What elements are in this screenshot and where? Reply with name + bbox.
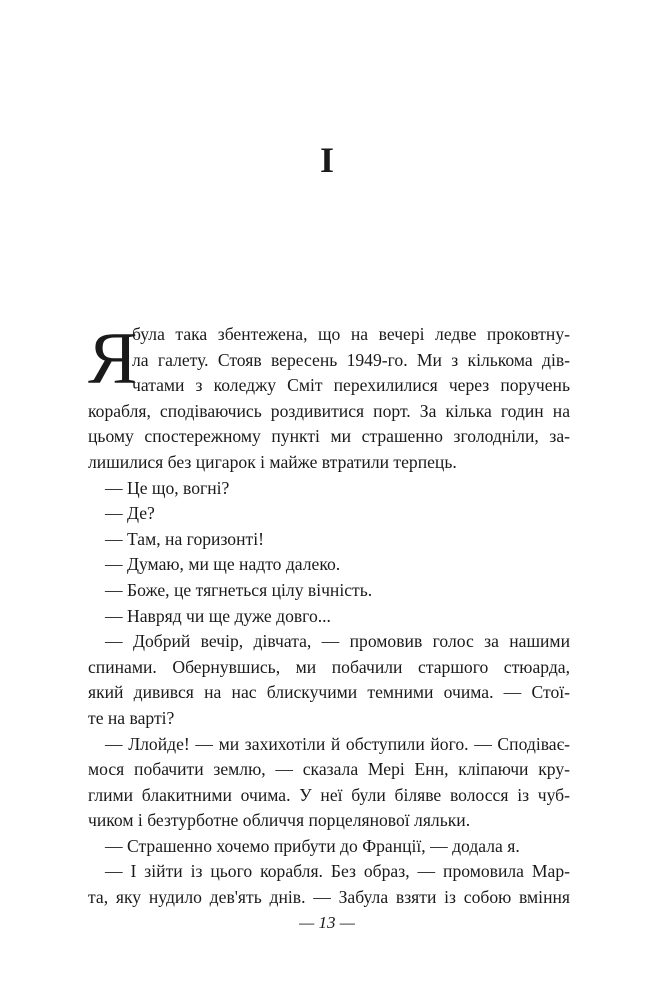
dialogue-line: — І зійти із цього корабля. Без образ, — промовила Мар- xyxy=(105,861,570,882)
text-line: корабля, сподіваючись роздивитися порт. За кілька годин на xyxy=(88,400,570,421)
text-line: була така збентежена, що на вечері ледве проковтну- xyxy=(132,324,570,344)
dialogue-line: — Там, на горизонті! xyxy=(105,528,264,549)
text-line: лишилися без цигарок і майже втратили терпець. xyxy=(88,451,457,472)
text-line: який дивився на нас блискучими темними очима. — Стої- xyxy=(88,682,570,703)
text-line: мося побачити землю, — сказала Мері Енн, кліпаючи кру- xyxy=(88,759,570,780)
chapter-number: І xyxy=(319,140,334,180)
text-line: спинами. Обернувшись, ми побачили старшого стюарда, xyxy=(88,656,570,677)
dialogue-line: — Добрий вечір, дівчата, — промовив голос за нашими xyxy=(105,631,570,652)
dialogue-line: — Боже, це тягнеться цілу вічність. xyxy=(105,579,373,600)
dialogue-line: — Навряд чи ще дуже довго... xyxy=(105,605,331,626)
body-text xyxy=(88,318,570,911)
text-line: глими блакитними очима. У неї були біляве волосся із чуб- xyxy=(88,784,570,805)
dialogue-line: — Думаю, ми ще надто далеко. xyxy=(105,554,341,575)
page-number: — 13 — xyxy=(299,913,355,932)
text-line: та, яку нудило дев'ять днів. — Забула взяти із собою вміння xyxy=(88,887,570,908)
dialogue-line: — Страшенно хочемо прибути до Франції, — додала я. xyxy=(105,835,520,856)
drop-cap: Я xyxy=(88,318,138,400)
text-line: ла галету. Стояв вересень 1949-го. Ми з кількома дів- xyxy=(132,349,570,370)
dialogue-line: — Де? xyxy=(105,503,155,524)
text-line: те на варті? xyxy=(88,707,175,728)
dialogue-line: — Це що, вогні? xyxy=(105,477,230,498)
text-line: чатами з коледжу Сміт перехилилися через поручень xyxy=(132,375,570,396)
dialogue-line: — Ллойде! — ми захихотіли й обступили його. — Сподіває- xyxy=(105,733,570,754)
text-line: цьому спостережному пункті ми страшенно зголодніли, за- xyxy=(88,426,570,447)
text-line: чиком і безтурботне обличчя порцелянової ляльки. xyxy=(88,810,471,831)
